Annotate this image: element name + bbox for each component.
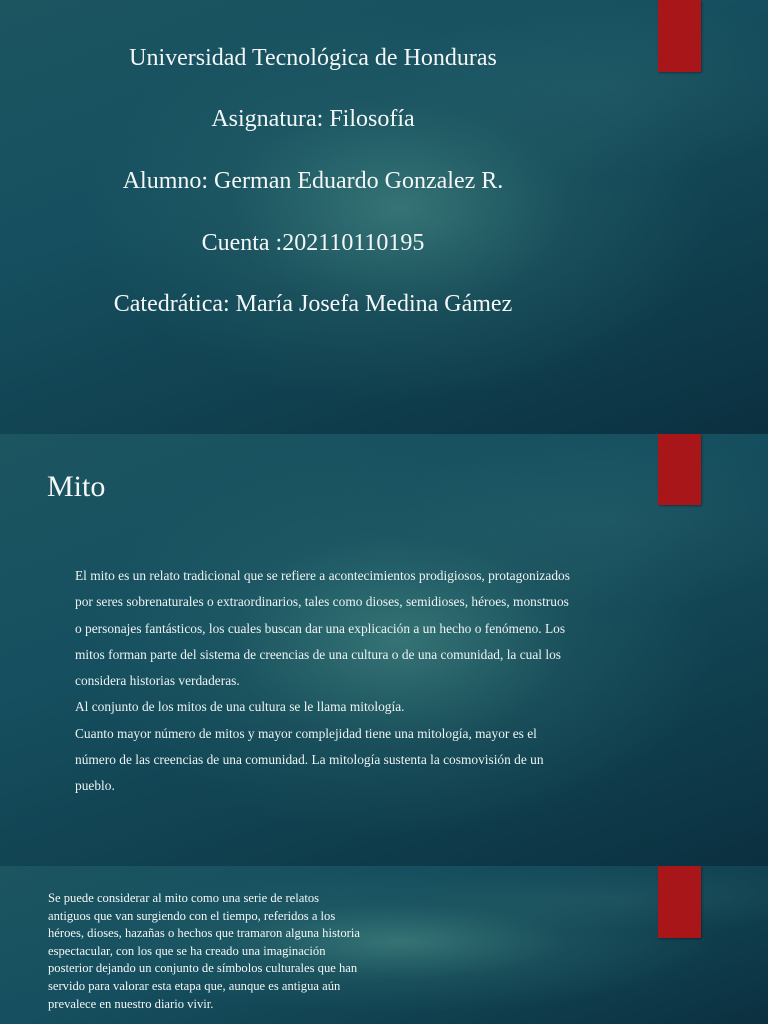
slide-heading: Mito [47, 470, 106, 503]
professor-line: Catedrática: María Josefa Medina Gámez [113, 291, 513, 317]
subject-line: Asignatura: Filosofía [211, 106, 415, 132]
slide-mito-continued [0, 866, 768, 1024]
slide-title [0, 0, 768, 434]
slide-body: Se puede considerar al mito como una serie de relatos antiguos que van surgiendo con el tiempo, referidos a los héroes, dioses, hazañas o hechos que tramaron alguna historia espectacular, con los que se ha creado una imaginación posterior dejando un conjunto de símbolos culturales que han servido para valorar esta etapa que, aunque es antigua aún prevalece en nuestro diario vivir. [48, 891, 360, 1011]
body-paragraph: Al conjunto de los mitos de una cultura se le llama mitología. [75, 699, 405, 715]
red-accent-tab [658, 866, 701, 938]
body-paragraph: Cuanto mayor número de mitos y mayor complejidad tiene una mitología, mayor es el número de las creencias de una comunidad. La mitología sustenta la cosmovisión de un pueblo. [75, 725, 544, 794]
slide-body [75, 563, 575, 800]
slide-mito [0, 434, 768, 866]
university-name: Universidad Tecnológica de Honduras [129, 45, 497, 71]
account-line: Cuenta :202110110195 [201, 230, 425, 256]
red-accent-tab [658, 434, 701, 505]
red-accent-tab [658, 0, 701, 72]
student-line: Alumno: German Eduardo Gonzalez R. [122, 168, 504, 194]
body-paragraph: El mito es un relato tradicional que se refiere a acontecimientos prodigiosos, protagonizados por seres sobrenaturales o extraordinarios, tales como dioses, semidioses, héroes, monstruos o personajes fantásticos, los cuales buscan dar una explicación a un hecho o fenómeno. Los mitos forman parte del sistema de creencias de una cultura o de una comunidad, la cual los considera historias verdaderas. [75, 568, 570, 689]
